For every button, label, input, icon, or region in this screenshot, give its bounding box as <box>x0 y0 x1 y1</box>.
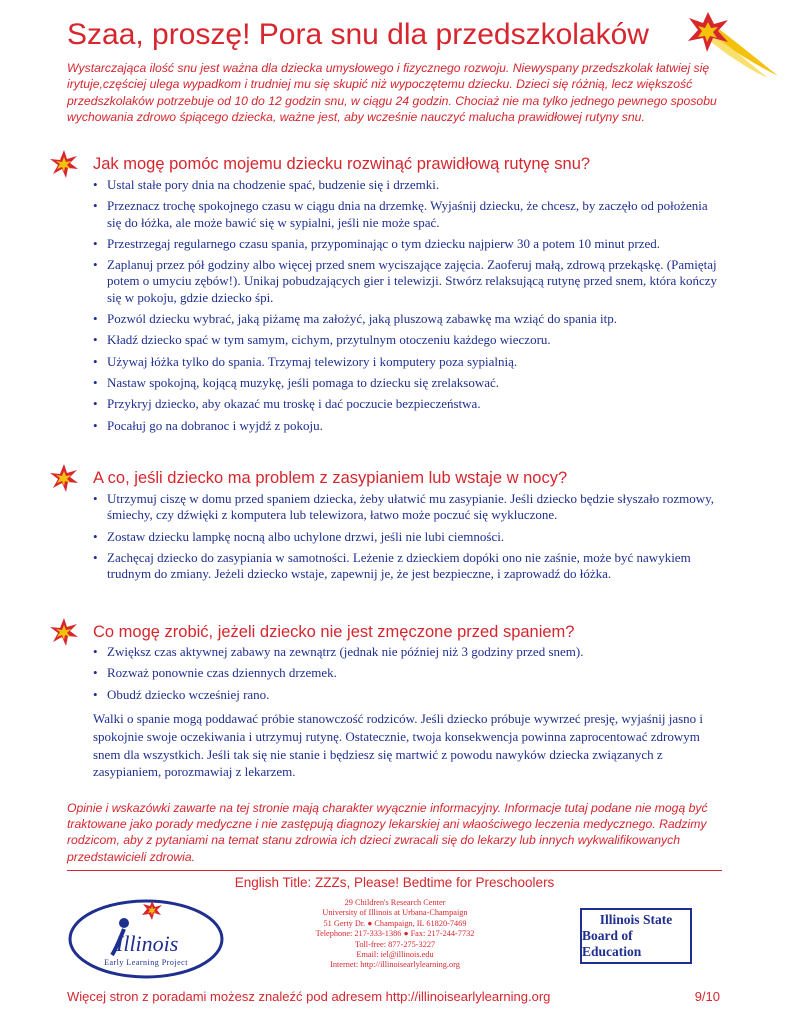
contact-line: Toll-free: 877-275-3227 <box>354 939 436 949</box>
contact-line: 29 Children's Research Center <box>344 898 446 907</box>
footer-text: Więcej stron z poradami możesz znaleźć pod adresem http://illinoisearlylearning.org <box>67 989 551 1004</box>
list-item: • Nastaw spokojną, kojącą muzykę, jeśli pomaga to dziecku się zrelaksować. <box>93 375 725 391</box>
logo-wordmark: Illinois <box>116 931 179 956</box>
list-item: • Zachęcaj dziecko do zasypiania w samotności. Leżenie z dzieckiem dopóki ono nie zaśnie, może być nawykiem trudnym do zmiany. Jeżeli dziecko wstaje, zapewnij je, że jest bezpieczne, i zaprowadź do łóżka. <box>93 550 725 583</box>
list-item: • Przykryj dziecko, aby okazać mu troskę i dać poczucie bezpieczeństwa. <box>93 396 725 412</box>
contact-line: 51 Gerty Dr. ● Champaign, IL 61820-7469 <box>323 918 467 928</box>
section-list <box>93 177 725 439</box>
section-heading: Co mogę zrobić, jeżeli dziecko nie jest zmęczone przed spaniem? <box>93 623 575 641</box>
contact-block <box>290 898 500 971</box>
isbe-line: Illinois State <box>599 912 673 927</box>
intro-paragraph: Wystarczająca ilość snu jest ważna dla dziecka umysłowego i fizycznego rozwoju. Niewyspany przedszkolak łatwiej się irytuje,częściej ulega wypadkom i trudniej mu się skupić niż wypoczętemu dziecku. Dzieci się różnią, lecz większość przedszkolaków potrzebuje od 10 do 12 godzin snu, w ciągu 24 godzin. Chociaż nie ma tylko jednego pewnego sposobu wychowania zdrowo śpiącego dziecka, ważne jest, aby wcześnie nauczyć malucha prawidłowej rutyny snu. <box>67 61 717 124</box>
divider <box>67 870 722 871</box>
page-title: Szaa, proszę! Pora snu dla przedszkolaków <box>67 18 649 51</box>
list-item: • Używaj łóżka tylko do spania. Trzymaj telewizory i komputery poza sypialnią. <box>93 354 725 370</box>
contact-line: Telephone: 217-333-1386 ● Fax: 217-244-7732 <box>315 929 475 939</box>
contact-line: Email: iel@illinois.edu <box>356 950 434 960</box>
list-item: • Przeznacz trochę spokojnego czasu w ciągu dnia na drzemkę. Wyjaśnij dziecku, że chcesz, by zaczęło od położenia się do łóżka, ale może bawić się w sypialni, jeśli nie może spać. <box>93 198 725 231</box>
english-title: English Title: ZZZs, Please! Bedtime for Preschoolers <box>234 875 555 890</box>
section-heading: Jak mogę pomóc mojemu dziecku rozwinąć prawidłową rutynę snu? <box>93 155 591 173</box>
list-item: • Pocałuj go na dobranoc i wyjdź z pokoju. <box>93 418 725 434</box>
isbe-line: Board of Education <box>582 928 642 959</box>
logo-tagline: Early Learning Project <box>104 958 188 967</box>
page-number: 9/10 <box>694 989 720 1004</box>
list-item: • Utrzymuj ciszę w domu przed spaniem dziecka, żeby ułatwić mu zasypianie. Jeśli dziecko będzie słyszało rozmowy, śmiechy, czy dźwięki z komputera lub telewizora, łatwo może poczuć się wykluczone. <box>93 491 725 524</box>
list-item: • Przestrzegaj regularnego czasu spania, przypominając o tym dziecku najpierw 30 a potem 10 minut przed. <box>93 236 725 252</box>
isbe-logo <box>580 908 692 964</box>
star-burst-icon <box>50 464 78 492</box>
list-item: • Rozważ ponownie czas dziennych drzemek. <box>93 665 725 681</box>
section-list <box>93 491 725 587</box>
list-item: • Zwiększ czas aktywnej zabawy na zewnątrz (jednak nie później niż 3 godziny przed snem). <box>93 644 725 660</box>
closing-paragraph: Walki o spanie mogą poddawać próbie stanowczość rodziców. Jeśli dziecko próbuje wywrzeć presję, wyjaśnij jasno i spokojnie swoje oczekiwania i utrzymuj rutynę. Ostatecznie, twoja konsekwencja powinna zaprocentować zdrowym snem dla wszystkich. Jeśli tak się nie stanie i będziesz się martwić z powodu nawyków dziecka związanych z zasypianiem, porozmawiaj z lekarzem. <box>93 711 704 780</box>
list-item: • Zostaw dziecku lampkę nocną albo uchylone drzwi, jeśli nie lubi ciemności. <box>93 529 725 545</box>
list-item: • Obudź dziecko wcześniej rano. <box>93 687 725 703</box>
section-list <box>93 644 725 708</box>
contact-line: University of Illinois at Urbana-Champaign <box>322 908 468 918</box>
list-item: • Pozwól dziecku wybrać, jaką piżamę ma założyć, jaką pluszową zabawkę ma wziąć do spania itp. <box>93 311 725 327</box>
list-item: • Ustal stałe pory dnia na chodzenie spać, budzenie się i drzemki. <box>93 177 725 193</box>
disclaimer: Opinie i wskazówki zawarte na tej stronie mają charakter wyącznie informacyjny. Informacje tutaj podane nie mogą być traktowane jako porady medyczne i nie zastępują diagnozy lekarskiej ani właościwego leczenia medycznego. Radzimy rodzicom, aby z pytaniami na temat stanu zdrowia ich dzieci zwracali się do lekarzy lub innych wykwalifikowanych przedstawicieli zdrowia. <box>67 801 708 864</box>
list-item: • Zaplanuj przez pół godziny albo więcej przed snem wyciszające zajęcia. Zaoferuj małą, zdrową przekąskę. (Pamiętaj potem o umyciu zębów!). Unikaj pobudzających gier i telewizji. Stwórz relaksującą rutynę przed snem, która kończy się w pokoju, gdzie dziecko śpi. <box>93 257 725 306</box>
section-heading: A co, jeśli dziecko ma problem z zasypianiem lub wstaje w nocy? <box>93 469 568 487</box>
star-burst-icon <box>50 150 78 178</box>
illinois-early-learning-project-logo <box>66 893 226 981</box>
star-burst-icon <box>50 618 78 646</box>
contact-line: Internet: http://illinoisearlylearning.org <box>330 960 460 970</box>
list-item: • Kładź dziecko spać w tym samym, cichym, przytulnym otoczeniu każdego wieczoru. <box>93 332 725 348</box>
